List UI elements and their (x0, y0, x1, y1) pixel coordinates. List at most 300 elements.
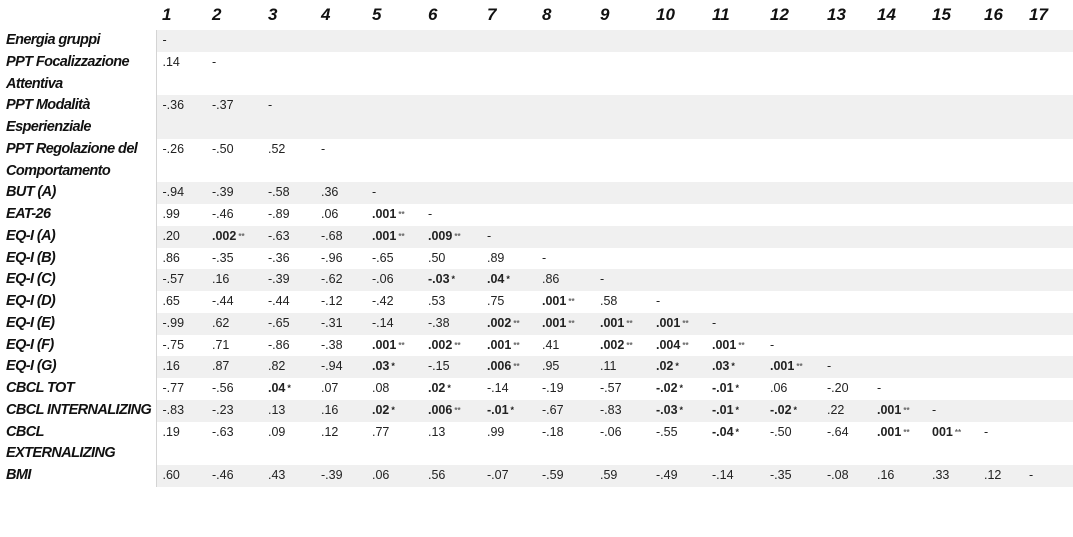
table-cell (536, 139, 594, 183)
table-cell (926, 204, 978, 226)
table-cell: - (321, 141, 326, 156)
table-cell (594, 139, 650, 183)
table-cell: -.63 (262, 226, 315, 248)
header-corner (0, 0, 156, 30)
table-cell: -.44 (212, 294, 234, 308)
column-header: 4 (321, 5, 331, 24)
table-cell: .001 ** (594, 313, 650, 335)
table-cell: .006 ** (481, 356, 536, 378)
table-cell: .03 * (366, 356, 422, 378)
table-cell: .12 (978, 465, 1023, 487)
table-row (0, 182, 1073, 204)
table-cell: .14 (156, 52, 206, 96)
row-label: EQ-I (A) (6, 227, 56, 244)
table-cell (262, 30, 315, 52)
table-cell (821, 182, 871, 204)
table-cell: -.89 (268, 207, 290, 221)
table-cell: .02 * (650, 356, 706, 378)
table-cell: -.14 (366, 313, 422, 335)
table-cell (422, 95, 481, 139)
table-row (0, 30, 1073, 52)
table-cell (871, 52, 926, 96)
table-cell (926, 291, 978, 313)
table-cell (978, 52, 1023, 96)
table-cell: -.64 (827, 424, 849, 439)
table-cell (978, 30, 1023, 52)
table-cell (926, 269, 978, 291)
table-cell (764, 226, 821, 248)
table-cell (1023, 291, 1073, 313)
table-cell (978, 356, 1023, 378)
row-label: PPT Focalizzazione Attentiva (6, 53, 129, 92)
table-cell (536, 182, 594, 204)
table-cell: -.68 (315, 226, 366, 248)
table-cell: -.14 (487, 381, 509, 395)
table-cell (821, 269, 871, 291)
table-cell (926, 30, 978, 52)
table-cell (481, 52, 536, 96)
column-header: 3 (268, 5, 278, 24)
table-cell (764, 139, 821, 183)
table-cell: .004 ** (656, 337, 689, 352)
table-cell: .09 (268, 424, 286, 439)
table-cell (926, 378, 978, 400)
table-cell: -.50 (770, 424, 792, 439)
table-cell (650, 182, 706, 204)
table-cell: -.02 * (764, 400, 821, 422)
table-cell: -.59 (536, 465, 594, 487)
table-cell: .59 (594, 465, 650, 487)
table-cell: -.44 (268, 294, 290, 308)
table-cell (1023, 95, 1073, 139)
table-cell: .06 (770, 381, 788, 395)
column-header: 14 (877, 5, 896, 24)
row-label: PPT Regolazione del Comportamento (6, 140, 138, 179)
table-cell (871, 182, 926, 204)
table-cell (926, 226, 978, 248)
table-cell (536, 30, 594, 52)
table-cell (536, 204, 594, 226)
table-cell (1023, 52, 1073, 96)
table-cell: -.65 (372, 250, 394, 265)
table-cell: .43 (262, 465, 315, 487)
table-cell: -.06 (600, 424, 622, 439)
table-cell: -.94 (315, 356, 366, 378)
table-cell: .36 (315, 182, 366, 204)
table-cell: - (262, 95, 315, 139)
table-row (0, 95, 1073, 139)
table-cell: - (542, 250, 547, 265)
table-cell: -.83 (594, 400, 650, 422)
table-cell: -.50 (212, 141, 234, 156)
table-cell: - (481, 226, 536, 248)
row-label: PPT Modalità Esperienziale (6, 97, 91, 135)
table-cell: -.06 (366, 269, 422, 291)
row-label: EQ-I (E) (6, 314, 55, 331)
table-cell (764, 248, 821, 270)
table-cell: .04 * (268, 381, 291, 395)
table-cell (1023, 335, 1073, 357)
table-cell: - (428, 207, 433, 221)
table-cell: .001 ** (764, 356, 821, 378)
table-cell (871, 335, 926, 357)
table-cell (926, 313, 978, 335)
table-cell (706, 95, 764, 139)
table-cell: .16 (156, 356, 206, 378)
table-cell: .75 (487, 294, 505, 308)
table-cell (871, 30, 926, 52)
table-cell (536, 226, 594, 248)
table-cell: -.36 (268, 250, 290, 265)
table-cell (978, 313, 1023, 335)
table-row (0, 400, 1073, 422)
column-header: 2 (212, 5, 222, 24)
table-row (0, 248, 1073, 270)
table-cell (650, 95, 706, 139)
table-cell: -.08 (821, 465, 871, 487)
table-cell: .50 (428, 250, 446, 265)
table-cell: .06 (321, 207, 339, 221)
table-cell: - (366, 182, 422, 204)
table-row (0, 422, 1073, 466)
table-cell: -.04 * (712, 424, 740, 439)
table-cell (764, 95, 821, 139)
table-row (0, 313, 1073, 335)
table-cell (978, 226, 1023, 248)
table-cell (706, 30, 764, 52)
table-cell: -.31 (315, 313, 366, 335)
table-cell: -.38 (422, 313, 481, 335)
table-cell: .89 (487, 250, 505, 265)
table-cell (926, 248, 978, 270)
table-cell: -.58 (262, 182, 315, 204)
table-cell: -.55 (656, 424, 678, 439)
table-cell: -.94 (156, 182, 206, 204)
table-cell: .02 * (428, 381, 451, 395)
table-cell: - (594, 269, 650, 291)
table-row (0, 226, 1073, 248)
table-cell: .001 ** (487, 337, 520, 352)
table-cell: .009 ** (422, 226, 481, 248)
table-cell: .002 ** (428, 337, 461, 352)
table-cell (978, 291, 1023, 313)
table-cell (978, 204, 1023, 226)
table-cell: -.67 (536, 400, 594, 422)
row-label: BUT (A) (6, 184, 56, 201)
table-cell (821, 30, 871, 52)
table-cell: .06 (366, 465, 422, 487)
table-cell: .001 ** (536, 313, 594, 335)
table-cell: -.46 (206, 465, 262, 487)
table-cell (926, 52, 978, 96)
table-cell: .001 ** (650, 313, 706, 335)
table-cell: .95 (536, 356, 594, 378)
table-cell: 001 ** (932, 424, 962, 439)
row-label: CBCL TOT (6, 380, 74, 396)
table-cell (315, 30, 366, 52)
table-cell: -.75 (156, 335, 206, 357)
column-header: 15 (932, 5, 951, 24)
table-cell (481, 139, 536, 183)
table-cell (1023, 204, 1073, 226)
table-cell: - (877, 381, 882, 395)
table-cell: -.46 (212, 207, 234, 221)
table-cell (764, 52, 821, 96)
table-cell: -.57 (156, 269, 206, 291)
table-cell: .82 (262, 356, 315, 378)
table-cell (978, 400, 1023, 422)
table-cell: .001 ** (372, 337, 405, 352)
table-cell: .41 (542, 337, 560, 352)
table-cell (706, 248, 764, 270)
table-cell (926, 182, 978, 204)
table-row (0, 378, 1073, 400)
table-cell: .60 (156, 465, 206, 487)
table-cell: .20 (156, 226, 206, 248)
table-cell (978, 335, 1023, 357)
table-cell (706, 204, 764, 226)
table-cell (650, 204, 706, 226)
table-cell: .03 * (706, 356, 764, 378)
row-label: EQ-I (C) (6, 271, 56, 288)
table-cell (764, 204, 821, 226)
table-cell (978, 139, 1023, 183)
table-cell: .86 (536, 269, 594, 291)
table-cell (650, 52, 706, 96)
table-cell (594, 52, 650, 96)
table-cell (1023, 139, 1073, 183)
table-cell: .006 ** (422, 400, 481, 422)
table-cell (871, 226, 926, 248)
table-row (0, 356, 1073, 378)
table-cell (366, 30, 422, 52)
table-cell: -.02 * (656, 381, 684, 395)
table-cell: .58 (600, 294, 618, 308)
table-cell: -.99 (156, 313, 206, 335)
table-cell: .002 ** (481, 313, 536, 335)
table-cell: -.38 (321, 337, 343, 352)
table-cell: .71 (212, 337, 230, 352)
table-cell: .52 (268, 141, 286, 156)
table-cell (871, 356, 926, 378)
table-cell: .001 ** (877, 424, 910, 439)
table-cell: .002 ** (600, 337, 633, 352)
table-cell: .16 (871, 465, 926, 487)
column-header: 16 (984, 5, 1003, 24)
table-cell: -.42 (372, 294, 394, 308)
table-cell (594, 248, 650, 270)
column-header: 13 (827, 5, 846, 24)
table-row (0, 335, 1073, 357)
table-cell: - (156, 30, 206, 52)
table-cell: -.14 (706, 465, 764, 487)
table-row (0, 269, 1073, 291)
column-header: 9 (600, 5, 610, 24)
table-cell (315, 52, 366, 96)
table-cell (926, 139, 978, 183)
table-cell: - (926, 400, 978, 422)
table-cell (422, 139, 481, 183)
column-header: 8 (542, 5, 552, 24)
table-cell (650, 226, 706, 248)
row-label: CBCL EXTERNALIZING (6, 423, 116, 462)
table-cell (926, 356, 978, 378)
table-cell: .12 (321, 424, 339, 439)
table-cell (650, 139, 706, 183)
table-cell (706, 291, 764, 313)
table-cell (1023, 313, 1073, 335)
table-cell: .001 ** (712, 337, 745, 352)
table-cell (1023, 378, 1073, 400)
table-cell: - (706, 313, 764, 335)
table-cell (821, 139, 871, 183)
table-cell (422, 52, 481, 96)
table-cell (871, 269, 926, 291)
table-cell (821, 204, 871, 226)
table-cell: -.49 (650, 465, 706, 487)
table-cell: .07 (321, 381, 339, 395)
table-cell (926, 335, 978, 357)
column-header: 1 (162, 5, 172, 24)
table-cell: -.01 * (712, 381, 740, 395)
table-cell (536, 52, 594, 96)
table-cell (594, 226, 650, 248)
table-cell: -.86 (268, 337, 290, 352)
table-cell: .62 (206, 313, 262, 335)
table-cell (1023, 226, 1073, 248)
table-cell (481, 204, 536, 226)
table-cell (650, 269, 706, 291)
table-cell: -.03 * (422, 269, 481, 291)
table-cell: -.01 * (706, 400, 764, 422)
table-cell (821, 95, 871, 139)
table-cell: .08 (372, 381, 390, 395)
table-cell: -.15 (422, 356, 481, 378)
column-header: 12 (770, 5, 789, 24)
table-cell: .19 (156, 422, 206, 466)
table-cell: .13 (428, 424, 446, 439)
table-cell: -.35 (212, 250, 234, 265)
table-cell (262, 52, 315, 96)
table-cell (536, 95, 594, 139)
table-cell (1023, 248, 1073, 270)
table-cell: .86 (156, 248, 206, 270)
table-cell (871, 95, 926, 139)
table-cell: -.77 (156, 378, 206, 400)
table-cell (871, 139, 926, 183)
table-cell (315, 95, 366, 139)
table-cell (366, 95, 422, 139)
table-cell: .11 (594, 356, 650, 378)
table-cell (706, 139, 764, 183)
table-cell: -.39 (315, 465, 366, 487)
table-cell: .001 ** (871, 400, 926, 422)
table-cell: -.01 * (481, 400, 536, 422)
column-header: 17 (1029, 5, 1048, 24)
table-cell (821, 52, 871, 96)
table-cell (594, 30, 650, 52)
header-row (0, 0, 1073, 30)
table-cell: .99 (487, 424, 505, 439)
table-cell: .16 (206, 269, 262, 291)
table-cell (1023, 422, 1073, 466)
table-cell: .02 * (366, 400, 422, 422)
table-cell: -.19 (542, 381, 564, 395)
row-label: CBCL INTERNALIZING (6, 401, 152, 418)
table-cell (481, 182, 536, 204)
table-cell: .001 ** (372, 207, 405, 221)
table-cell (1023, 400, 1073, 422)
table-cell: .56 (422, 465, 481, 487)
table-cell: -.18 (542, 424, 564, 439)
table-cell (764, 269, 821, 291)
table-cell: -.39 (262, 269, 315, 291)
table-cell (871, 291, 926, 313)
table-cell: .001 ** (366, 226, 422, 248)
table-cell (366, 52, 422, 96)
table-cell (821, 313, 871, 335)
row-label: EQ-I (G) (6, 358, 56, 375)
table-cell (594, 95, 650, 139)
table-cell: -.23 (206, 400, 262, 422)
column-header: 6 (428, 5, 438, 24)
table-cell (821, 335, 871, 357)
table-cell (926, 95, 978, 139)
table-cell: -.56 (212, 381, 234, 395)
table-cell: - (984, 424, 989, 439)
table-cell (650, 30, 706, 52)
table-cell: - (212, 54, 217, 69)
row-label: BMI (6, 467, 31, 483)
table-cell: - (770, 337, 775, 352)
table-cell: .33 (926, 465, 978, 487)
table-cell (871, 313, 926, 335)
table-cell: -.65 (262, 313, 315, 335)
table-cell (871, 204, 926, 226)
table-cell (1023, 30, 1073, 52)
table-cell (706, 52, 764, 96)
table-cell (764, 30, 821, 52)
table-cell (481, 95, 536, 139)
table-cell: .04 * (481, 269, 536, 291)
table-cell (650, 248, 706, 270)
row-label: EQ-I (D) (6, 293, 56, 309)
table-cell: -.57 (600, 381, 622, 395)
table-cell (422, 182, 481, 204)
table-cell (481, 30, 536, 52)
table-cell (594, 204, 650, 226)
table-cell (821, 248, 871, 270)
table-cell: .13 (262, 400, 315, 422)
table-cell (706, 226, 764, 248)
table-cell (821, 226, 871, 248)
table-cell (978, 248, 1023, 270)
table-cell: -.83 (156, 400, 206, 422)
table-cell (978, 269, 1023, 291)
table-cell (594, 182, 650, 204)
row-label: EQ-I (F) (6, 336, 54, 353)
table-cell: - (821, 356, 871, 378)
table-cell (871, 248, 926, 270)
table-cell: .99 (156, 204, 206, 226)
table-row (0, 139, 1073, 183)
table-cell: -.35 (764, 465, 821, 487)
table-cell (764, 182, 821, 204)
row-label: EQ-I (B) (6, 249, 56, 266)
table-cell: .53 (428, 294, 446, 308)
table-cell (1023, 182, 1073, 204)
table-cell: .65 (156, 291, 206, 313)
